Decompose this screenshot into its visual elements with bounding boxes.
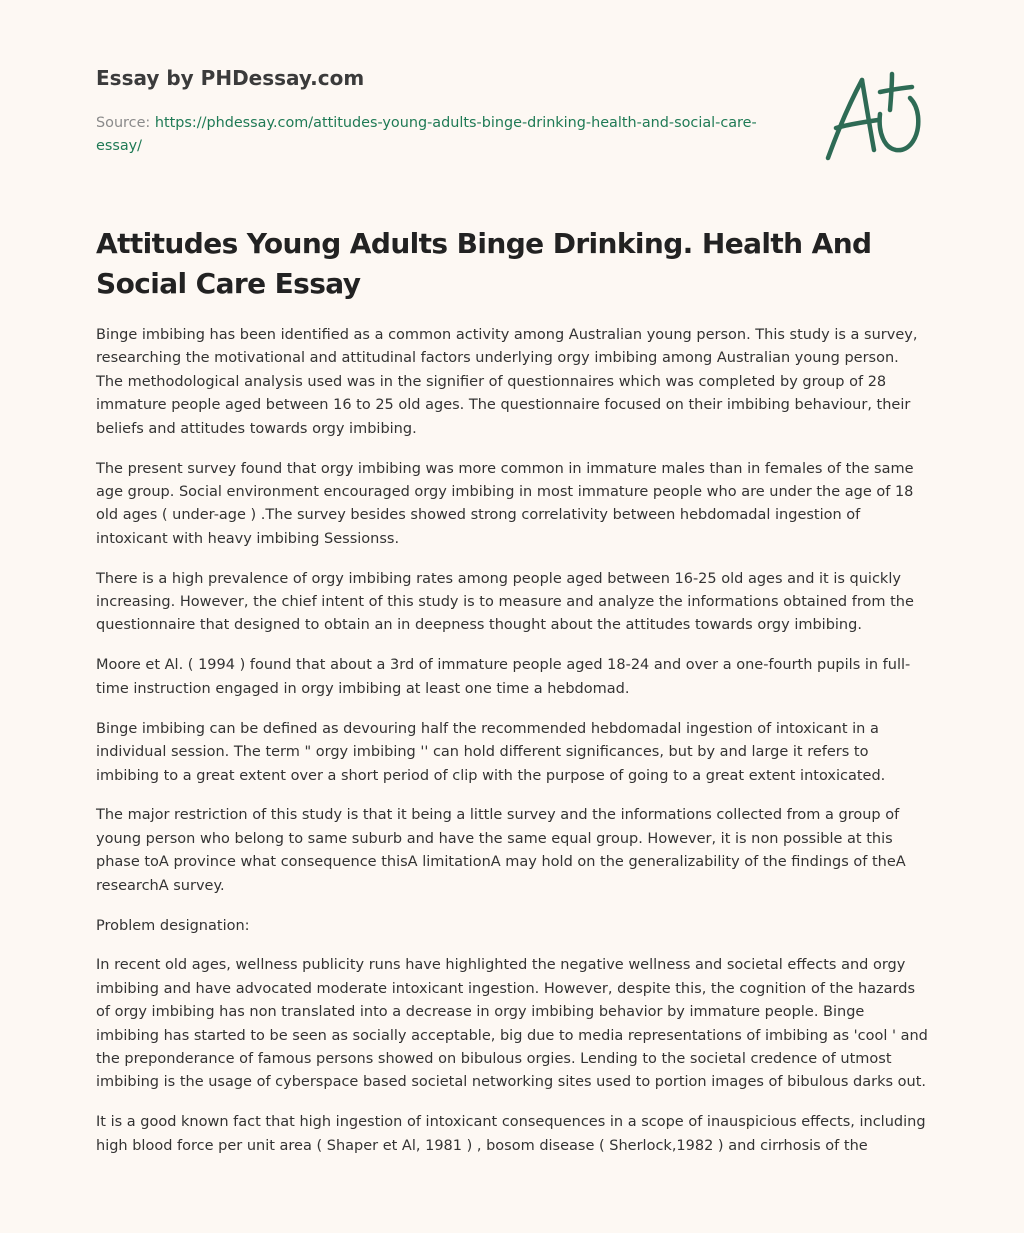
section-heading: Problem designation: — [96, 917, 250, 934]
paragraph: There is a high prevalence of orgy imbibing rates among people aged between 16-25 old ages and it is quickly increasing. However, the chief intent of this study is to measure and analyze the informations obtained from the questionnaire that designed to obtain an in deepness thought about the attitudes towards orgy imbibing. — [96, 570, 914, 634]
source-label: Source: — [96, 115, 155, 131]
paragraph: The present survey found that orgy imbibing was more common in immature males than in females of the same age group. Social environment encouraged orgy imbibing in most immature people who are under the age of 18 old ages ( under-age ) .The survey besides showed strong correlativity between hebdomadal ingestion of intoxicant with heavy imbibing Sessionss. — [96, 460, 914, 547]
paragraph: It is a good known fact that high ingestion of intoxicant consequences in a scope of inauspicious effects, including high blood force per unit area ( Shaper et Al, 1981 ) , bosom disease ( Sherlock,1982 ) and cirrhosis of the — [96, 1114, 926, 1154]
page-header — [96, 64, 776, 158]
paragraph: The major restriction of this study is that it being a little survey and the informations collected from a group of young person who belong to same suburb and have the same equal group. However, it is non possible at this phase toA province what consequence thisA limitationA may hold on the generalizability of the findings of theA researchA survey. — [96, 807, 906, 894]
paragraph: In recent old ages, wellness publicity runs have highlighted the negative wellness and societal effects and orgy imbibing and have advocated moderate intoxicant ingestion. However, despite this, the cognition of the hazards of orgy imbibing has non translated into a decrease in orgy imbibing behavior by immature people. Binge imbibing has started to be seen as socially acceptable, big due to media representations of imbibing as 'cool ' and the preponderance of famous persons showed on bibulous orgies. Lending to the societal credence of utmost imbibing is the usage of cyberspace based societal networking sites used to portion images of bibulous darks out. — [96, 957, 928, 1091]
source-link[interactable]: https://phdessay.com/attitudes-young-adults-binge-drinking-health-and-social-care-essay/ — [96, 115, 757, 154]
site-title: Essay by PHDessay.com — [96, 66, 365, 90]
paragraph: Binge imbibing can be defined as devouring half the recommended hebdomadal ingestion of intoxicant in a individual session. The term " orgy imbibing '' can hold different significances, but by and large it refers to imbibing to a great extent over a short period of clip with the purpose of going to a great extent intoxicated. — [96, 720, 886, 784]
source-line — [96, 112, 766, 158]
essay-title: Attitudes Young Adults Binge Drinking. Health And Social Care Essay — [96, 227, 872, 300]
essay-body — [96, 324, 930, 1175]
paragraph: Binge imbibing has been identified as a common activity among Australian young person. This study is a survey, researching the motivational and attitudinal factors underlying orgy imbibing among Australian young person. The methodological analysis used was in the signifier of questionnaires which was completed by group of 28 immature people aged between 16 to 25 old ages. The questionnaire focused on their imbibing behaviour, their beliefs and attitudes towards orgy imbibing. — [96, 327, 918, 437]
a-plus-logo-icon — [822, 70, 926, 166]
paragraph: Moore et Al. ( 1994 ) found that about a 3rd of immature people aged 18-24 and over a one-fourth pupils in full-time instruction engaged in orgy imbibing at least one time a hebdomad. — [96, 657, 911, 697]
